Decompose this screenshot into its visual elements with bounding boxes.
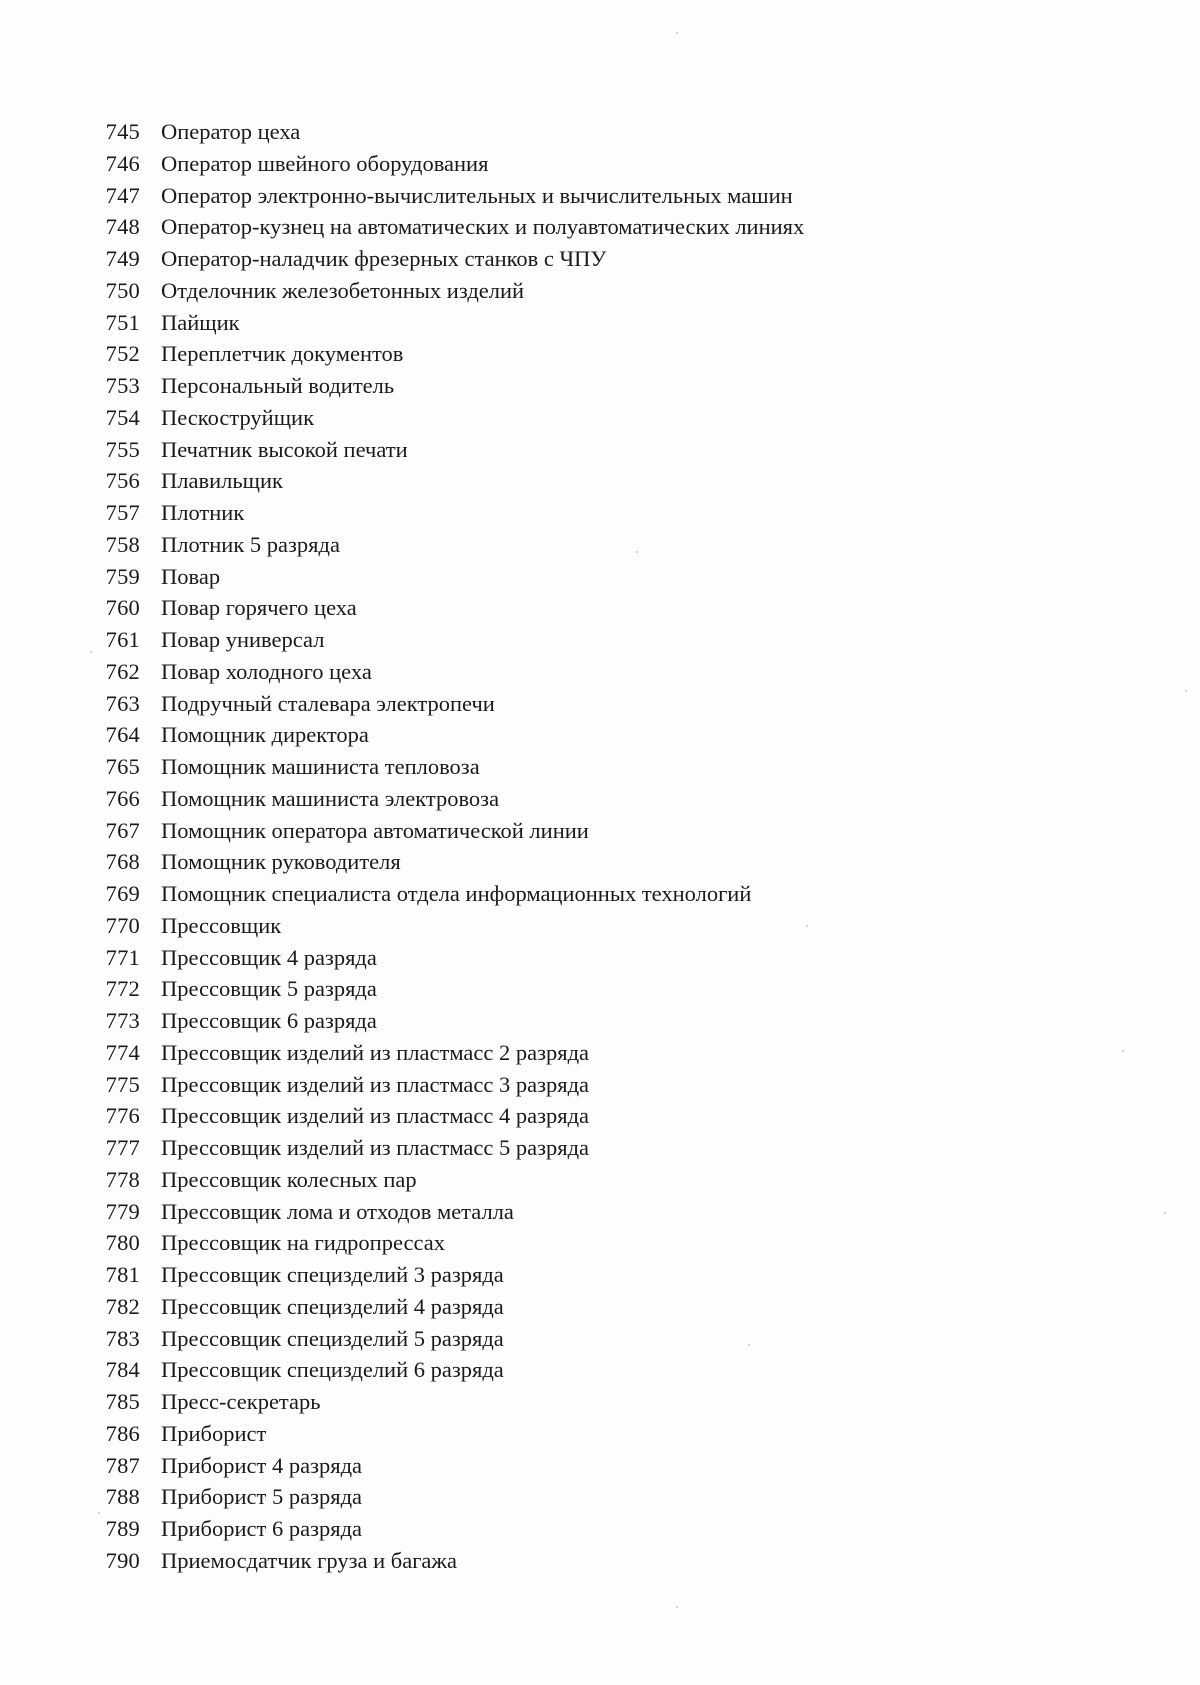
list-item xyxy=(0,243,1200,275)
item-number: 771 xyxy=(105,944,140,970)
item-number: 782 xyxy=(105,1293,140,1319)
item-number: 768 xyxy=(105,849,140,875)
item-number: 787 xyxy=(105,1452,140,1478)
list-item xyxy=(0,783,1200,815)
item-number: 758 xyxy=(105,531,140,557)
list-item xyxy=(0,751,1200,783)
item-number: 748 xyxy=(105,214,140,240)
list-item xyxy=(0,1259,1200,1291)
list-item xyxy=(0,624,1200,656)
scan-speck xyxy=(98,1512,100,1514)
list-item xyxy=(0,1164,1200,1196)
item-title: Приборист 5 разряда xyxy=(161,1484,363,1510)
item-title: Приборист 4 разряда xyxy=(161,1452,363,1478)
item-number: 745 xyxy=(105,119,140,144)
item-title: Оператор цеха xyxy=(161,119,301,144)
item-number: 774 xyxy=(105,1039,140,1065)
item-title: Прессовщик 4 разряда xyxy=(161,944,377,970)
item-number: 757 xyxy=(105,500,140,525)
item-number: 785 xyxy=(105,1389,140,1414)
list-item xyxy=(0,942,1200,974)
profession-list xyxy=(0,116,1200,1577)
item-title: Оператор швейного оборудования xyxy=(161,150,489,176)
list-item xyxy=(0,180,1200,212)
item-title: Переплетчик документов xyxy=(161,341,404,367)
scan-speck xyxy=(1122,1050,1124,1052)
scan-speck xyxy=(806,925,808,927)
item-number: 790 xyxy=(105,1547,140,1573)
list-item xyxy=(0,497,1200,529)
list-item xyxy=(0,1545,1200,1577)
list-item xyxy=(0,561,1200,593)
list-item xyxy=(0,529,1200,561)
item-title: Прессовщик специзделий 4 разряда xyxy=(161,1293,504,1319)
item-number: 789 xyxy=(105,1516,140,1541)
item-title: Пайщик xyxy=(161,309,240,335)
item-title: Плотник 5 разряда xyxy=(161,531,340,557)
list-item xyxy=(0,1227,1200,1259)
item-number: 767 xyxy=(105,817,140,843)
item-title: Повар холодного цеха xyxy=(161,658,372,684)
item-title: Подручный сталевара электропечи xyxy=(161,690,495,716)
list-item xyxy=(0,592,1200,624)
list-item xyxy=(0,1386,1200,1418)
item-number: 753 xyxy=(105,373,140,398)
item-title: Пресс-секретарь xyxy=(161,1389,321,1414)
item-title: Прессовщик специзделий 6 разряда xyxy=(161,1357,504,1383)
item-number: 770 xyxy=(105,912,140,938)
item-title: Помощник оператора автоматической линии xyxy=(161,817,589,843)
list-item xyxy=(0,878,1200,910)
list-item xyxy=(0,1037,1200,1069)
item-number: 750 xyxy=(105,277,140,303)
item-title: Повар универсал xyxy=(161,627,325,652)
scan-speck xyxy=(676,32,678,34)
list-item xyxy=(0,434,1200,466)
item-number: 764 xyxy=(105,722,140,748)
item-title: Плотник xyxy=(161,500,245,525)
item-title: Прессовщик изделий из пластмасс 3 разряда xyxy=(161,1071,590,1097)
scan-speck xyxy=(1164,1212,1166,1214)
item-number: 779 xyxy=(105,1198,140,1224)
item-title: Помощник руководителя xyxy=(161,849,401,875)
item-title: Прессовщик изделий из пластмасс 4 разряда xyxy=(161,1103,590,1129)
list-item xyxy=(0,910,1200,942)
list-item xyxy=(0,465,1200,497)
item-number: 780 xyxy=(105,1230,140,1256)
item-title: Повар xyxy=(161,563,221,589)
item-number: 759 xyxy=(105,563,140,589)
list-item xyxy=(0,1354,1200,1386)
item-number: 761 xyxy=(105,627,140,652)
item-number: 754 xyxy=(105,404,140,430)
item-number: 751 xyxy=(105,309,140,335)
item-number: 755 xyxy=(105,436,140,462)
item-number: 747 xyxy=(105,182,140,208)
item-title: Пескоструйщик xyxy=(161,404,315,430)
item-title: Помощник специалиста отдела информационных технологий xyxy=(161,881,752,906)
item-number: 775 xyxy=(105,1071,140,1097)
list-item xyxy=(0,1100,1200,1132)
item-title: Прессовщик 6 разряда xyxy=(161,1008,377,1033)
list-item xyxy=(0,1323,1200,1355)
list-item xyxy=(0,307,1200,339)
item-title: Приемосдатчик груза и багажа xyxy=(161,1547,457,1573)
scan-speck xyxy=(748,1344,750,1346)
item-title: Повар горячего цеха xyxy=(161,595,357,621)
item-title: Прессовщик изделий из пластмасс 5 разряда xyxy=(161,1135,590,1160)
item-number: 769 xyxy=(105,881,140,906)
item-title: Прессовщик лома и отходов металла xyxy=(161,1198,514,1224)
item-number: 765 xyxy=(105,754,140,779)
list-item xyxy=(0,719,1200,751)
item-title: Прессовщик 5 разряда xyxy=(161,976,377,1002)
item-title: Печатник высокой печати xyxy=(161,436,408,462)
list-item xyxy=(0,1069,1200,1101)
item-number: 784 xyxy=(105,1357,140,1383)
item-title: Оператор электронно-вычислительных и вычислительных машин xyxy=(161,182,793,208)
item-title: Приборист 6 разряда xyxy=(161,1516,363,1541)
item-number: 763 xyxy=(105,690,140,716)
item-number: 786 xyxy=(105,1420,140,1446)
item-title: Отделочник железобетонных изделий xyxy=(161,277,525,303)
item-number: 760 xyxy=(105,595,140,621)
list-item xyxy=(0,973,1200,1005)
list-item xyxy=(0,402,1200,434)
list-item xyxy=(0,656,1200,688)
list-item xyxy=(0,1481,1200,1513)
item-title: Помощник машиниста тепловоза xyxy=(161,754,480,779)
item-number: 773 xyxy=(105,1008,140,1033)
item-number: 752 xyxy=(105,341,140,367)
item-title: Оператор-наладчик фрезерных станков с ЧПУ xyxy=(161,246,607,271)
item-number: 772 xyxy=(105,976,140,1002)
scan-speck xyxy=(1185,690,1187,692)
item-number: 781 xyxy=(105,1262,140,1287)
list-item xyxy=(0,211,1200,243)
item-number: 777 xyxy=(105,1135,140,1160)
item-title: Прессовщик изделий из пластмасс 2 разряда xyxy=(161,1039,590,1065)
item-title: Прессовщик специзделий 5 разряда xyxy=(161,1325,504,1351)
list-item xyxy=(0,148,1200,180)
item-number: 756 xyxy=(105,468,140,494)
list-item xyxy=(0,1418,1200,1450)
item-number: 788 xyxy=(105,1484,140,1510)
list-item xyxy=(0,370,1200,402)
list-item xyxy=(0,1005,1200,1037)
scan-speck xyxy=(90,651,92,653)
list-item xyxy=(0,1450,1200,1482)
item-title: Прессовщик на гидропрессах xyxy=(161,1230,446,1256)
item-title: Оператор-кузнец на автоматических и полуавтоматических линиях xyxy=(161,214,805,240)
list-item xyxy=(0,688,1200,720)
list-item xyxy=(0,1291,1200,1323)
item-number: 776 xyxy=(105,1103,140,1129)
list-item xyxy=(0,846,1200,878)
item-title: Персональный водитель xyxy=(161,373,395,398)
list-item xyxy=(0,338,1200,370)
item-title: Плавильщик xyxy=(161,468,283,494)
item-title: Прессовщик специзделий 3 разряда xyxy=(161,1262,504,1287)
list-item xyxy=(0,1132,1200,1164)
item-number: 778 xyxy=(105,1166,140,1192)
scan-speck xyxy=(676,1606,678,1608)
item-number: 746 xyxy=(105,150,140,176)
item-title: Помощник машиниста электровоза xyxy=(161,785,500,811)
item-number: 766 xyxy=(105,785,140,811)
item-number: 749 xyxy=(105,246,140,271)
item-number: 762 xyxy=(105,658,140,684)
list-item xyxy=(0,116,1200,148)
list-item xyxy=(0,275,1200,307)
item-number: 783 xyxy=(105,1325,140,1351)
list-item xyxy=(0,815,1200,847)
item-title: Приборист xyxy=(161,1420,267,1446)
item-title: Прессовщик колесных пар xyxy=(161,1166,417,1192)
list-item xyxy=(0,1513,1200,1545)
list-item xyxy=(0,1196,1200,1228)
item-title: Прессовщик xyxy=(161,912,282,938)
item-title: Помощник директора xyxy=(161,722,369,748)
scan-speck xyxy=(636,551,638,553)
